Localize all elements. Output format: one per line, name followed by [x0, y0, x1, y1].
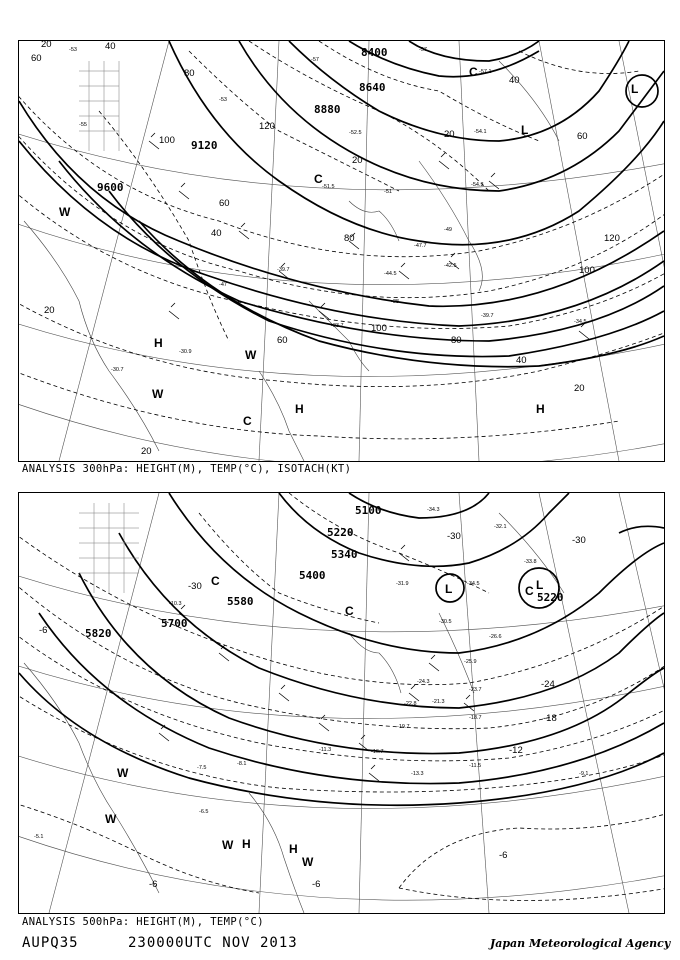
top-panel-caption: ANALYSIS 300hPa: HEIGHT(M), TEMP(°C), ISOTACH(KT)	[22, 463, 352, 475]
isotach-label: 80	[184, 68, 195, 79]
low-pressure-mark: L	[536, 578, 544, 592]
cold-mark: C	[525, 584, 534, 598]
cold-mark: C	[243, 414, 252, 428]
temp-value: -7.5	[197, 765, 207, 771]
isotherm-label: -18	[543, 713, 557, 724]
temp-value: -33.8	[524, 559, 537, 565]
isotach-label: 20	[44, 305, 55, 316]
temp-value: -25.9	[464, 659, 477, 665]
temp-value: -5.1	[34, 834, 44, 840]
isotherm-label: -24	[541, 679, 555, 690]
warm-mark: W	[152, 387, 164, 401]
high-pressure-mark: H	[295, 402, 304, 416]
low-pressure-mark: L	[631, 82, 639, 96]
station-grid	[79, 61, 119, 151]
warm-mark: W	[222, 838, 234, 852]
temp-value: -8.1	[237, 761, 247, 767]
height-label: 9120	[191, 139, 218, 152]
temp-value: -30.9	[179, 349, 192, 355]
isotach-label: 20	[41, 41, 52, 50]
temp-value: -32.1	[494, 524, 507, 530]
temp-value: -26.6	[489, 634, 502, 640]
temp-value: -34.3	[427, 507, 440, 513]
isotach-label: 20	[141, 446, 152, 457]
isotach-label: 120	[259, 121, 275, 132]
temp-value: -57.1	[479, 69, 492, 75]
temp-value: -6.5	[199, 809, 209, 815]
height-label: 5220	[327, 526, 354, 539]
temp-value: -23.7	[469, 687, 482, 693]
high-pressure-mark: H	[242, 837, 251, 851]
height-label: 5580	[227, 595, 254, 608]
temp-value: -52.5	[349, 130, 362, 136]
isotach-label: 40	[509, 75, 520, 86]
isotherm-label: -30	[572, 535, 586, 546]
height-label: 5820	[85, 627, 112, 640]
height-label: 5100	[355, 504, 382, 517]
high-pressure-mark: H	[536, 402, 545, 416]
isotherm-label: -6	[312, 879, 321, 890]
temp-value: -30.5	[439, 619, 452, 625]
isotach-label: 20	[574, 383, 585, 394]
isotach-label: 100	[371, 323, 387, 334]
isotach-label: 60	[577, 131, 588, 142]
height-contours	[19, 41, 664, 367]
isotach-label: 60	[219, 198, 230, 209]
isotach-label: 40	[105, 41, 116, 52]
temp-value: -22.8	[404, 701, 417, 707]
height-label: 5700	[161, 617, 188, 630]
isotach-label: 80	[344, 233, 355, 244]
chart-id: AUPQ35	[22, 935, 79, 951]
temp-value: -55	[79, 122, 87, 128]
temp-value: -53	[219, 97, 227, 103]
temp-value: -47.7	[414, 243, 427, 249]
isotach-label: 40	[516, 355, 527, 366]
isotach-label: 80	[451, 335, 462, 346]
bottom-panel-caption: ANALYSIS 500hPa: HEIGHT(M), TEMP(°C)	[22, 916, 264, 928]
isotherm-label: -6	[39, 625, 48, 636]
height-contours	[19, 493, 664, 805]
isotherm-label: -12	[509, 745, 523, 756]
isotherm-label: -30	[447, 531, 461, 542]
temp-value: -10.3	[169, 601, 182, 607]
cold-mark: C	[345, 604, 354, 618]
station-grid	[79, 503, 139, 593]
cold-mark: C	[469, 65, 478, 79]
isotherm-label: -6	[499, 850, 508, 861]
temp-value: -9.1	[579, 771, 589, 777]
temp-value: -54.3	[471, 182, 484, 188]
warm-mark: W	[245, 348, 257, 362]
temp-value: -54.1	[474, 129, 487, 135]
isotach-label: 120	[604, 233, 620, 244]
warm-mark: W	[105, 812, 117, 826]
temp-value: -42.5	[444, 263, 457, 269]
graticule	[19, 41, 664, 461]
temp-value: -34.5	[467, 581, 480, 587]
height-label: 9600	[97, 181, 124, 194]
temp-value: -18.7	[469, 715, 482, 721]
isotach-label: 20	[352, 155, 363, 166]
height-label: 5400	[299, 569, 326, 582]
isotherm-label: -30	[188, 581, 202, 592]
height-label: 5340	[331, 548, 358, 561]
temp-value: -38	[391, 299, 399, 305]
warm-mark: W	[59, 205, 71, 219]
temp-value: -51	[384, 189, 392, 195]
warm-mark: W	[302, 855, 314, 869]
temp-value: -19.7	[397, 724, 410, 730]
isotach-label: 60	[277, 335, 288, 346]
isotach-label: 60	[31, 53, 42, 64]
valid-time: 230000UTC NOV 2013	[128, 935, 298, 951]
isotach-label: 40	[211, 228, 222, 239]
analysis-500hpa-map	[18, 492, 665, 914]
warm-mark: W	[117, 766, 129, 780]
temp-value: -39.7	[481, 313, 494, 319]
temp-value: -31.9	[396, 581, 409, 587]
temp-value: -24.3	[417, 679, 430, 685]
high-pressure-mark: H	[154, 336, 163, 350]
temp-value: -57	[311, 57, 319, 63]
temp-value: -47	[219, 282, 227, 288]
analysis-300hpa-map	[18, 40, 665, 462]
cold-mark: C	[211, 574, 220, 588]
low-pressure-mark: L	[521, 123, 529, 137]
height-label: 5220	[537, 591, 564, 604]
temp-value: -39.7	[277, 267, 290, 273]
temp-value: -44.5	[384, 271, 397, 277]
temp-value: -11.3	[319, 747, 332, 753]
cold-mark: C	[314, 172, 323, 186]
temp-value: -16.7	[371, 749, 384, 755]
temp-value: -51.5	[322, 184, 335, 190]
height-label: 8880	[314, 103, 341, 116]
temp-value: -21.3	[432, 699, 445, 705]
agency-name: Japan Meteorological Agency	[490, 937, 671, 950]
height-label: 8640	[359, 81, 386, 94]
temp-value: -30.7	[111, 367, 124, 373]
temp-value: -33.7	[331, 323, 344, 329]
temp-value: -57	[419, 47, 427, 53]
temp-value: -13.3	[411, 771, 424, 777]
height-label: 8400	[361, 46, 388, 59]
temp-value: -11.5	[469, 763, 482, 769]
temp-value: -53	[69, 47, 77, 53]
isotach-label: 100	[579, 265, 595, 276]
temp-value: -34.5	[574, 319, 587, 325]
high-pressure-mark: H	[289, 842, 298, 856]
temp-value: -49	[444, 227, 452, 233]
isotach-label: 100	[159, 135, 175, 146]
isotherm-label: -6	[149, 879, 158, 890]
low-pressure-mark: L	[445, 582, 453, 596]
isotach-lines	[19, 41, 664, 439]
isotach-label: 20	[444, 129, 455, 140]
